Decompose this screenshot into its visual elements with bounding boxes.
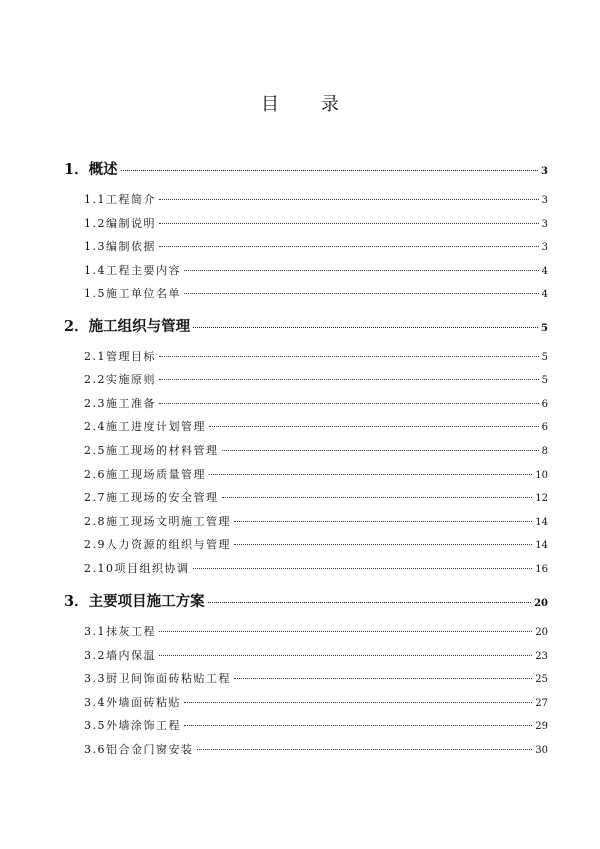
- toc-leader-dots: [193, 568, 533, 569]
- toc-section-entry: [64, 717, 548, 733]
- toc-section-entry: [64, 670, 548, 686]
- toc-section-entry: [64, 238, 548, 254]
- toc-leader-dots: [193, 327, 538, 328]
- toc-entry-page: 14: [535, 517, 548, 528]
- toc-entry-label: 2.2实施原则: [84, 373, 156, 386]
- toc-entry-page: 4: [541, 266, 548, 277]
- toc-leader-dots: [184, 293, 539, 294]
- toc-entry-page: 16: [535, 564, 548, 575]
- toc-section-entry: [64, 191, 548, 207]
- toc-entry-label: 2.3施工准备: [84, 397, 156, 410]
- toc-entry-page: 27: [535, 698, 548, 709]
- toc-leader-dots: [222, 450, 539, 451]
- toc-leader-dots: [222, 497, 533, 498]
- toc-entry-label: 2．施工组织与管理: [64, 318, 191, 335]
- toc-entry-label: 2.5施工现场的材料管理: [84, 444, 219, 457]
- toc-entry-label: 3.5外墙涂饰工程: [84, 719, 181, 732]
- toc-entry-label: 2.8施工现场文明施工管理: [84, 515, 231, 528]
- toc-entry-label: 1．概述: [64, 161, 118, 178]
- toc-entry-label: 1.2编制说明: [84, 217, 156, 230]
- toc-leader-dots: [159, 379, 539, 380]
- toc-leader-dots: [209, 474, 532, 475]
- toc-title: [0, 90, 600, 116]
- toc-leader-dots: [208, 602, 531, 603]
- toc-title-left: 目: [261, 94, 279, 115]
- toc-entry-page: 3: [541, 242, 548, 253]
- toc-title-right: 录: [321, 94, 339, 115]
- toc-leader-dots: [234, 521, 532, 522]
- toc-entry-label: 3.2墙内保温: [84, 649, 156, 662]
- toc-section-entry: [64, 418, 548, 434]
- toc-leader-dots: [184, 725, 532, 726]
- toc-entry-label: 1.3编制依据: [84, 240, 156, 253]
- toc-leader-dots: [159, 199, 539, 200]
- toc-section-entry: [64, 647, 548, 663]
- toc-entry-label: 3.4外墙面砖粘贴: [84, 696, 181, 709]
- toc-entry-label: 2.10项目组织协调: [84, 562, 190, 575]
- toc-entry-page: 29: [535, 721, 548, 732]
- toc-entry-page: 4: [541, 289, 548, 300]
- toc-entry-label: 2.6施工现场质量管理: [84, 468, 206, 481]
- toc-entry-page: 20: [535, 627, 548, 638]
- toc-entry-page: 3: [541, 195, 548, 206]
- toc-leader-dots: [159, 246, 539, 247]
- toc-entry-label: 1.4工程主要内容: [84, 264, 181, 277]
- toc-leader-dots: [159, 631, 532, 632]
- toc-entry-label: 3.6铝合金门窗安装: [84, 743, 194, 756]
- toc-entry-page: 30: [535, 745, 548, 756]
- toc-section-entry: [64, 560, 548, 576]
- toc-section-entry: [64, 371, 548, 387]
- toc-section-entry: [64, 489, 548, 505]
- toc-leader-dots: [159, 655, 532, 656]
- toc-leader-dots: [234, 544, 532, 545]
- toc-entry-page: 5: [541, 323, 548, 334]
- toc-leader-dots: [159, 223, 539, 224]
- toc-section-entry: [64, 513, 548, 529]
- toc-section-entry: [64, 536, 548, 552]
- toc-entry-label: 2.1管理目标: [84, 350, 156, 363]
- toc-entry-label: 1.1工程简介: [84, 193, 156, 206]
- toc-entry-label: 3．主要项目施工方案: [64, 593, 205, 610]
- toc-section-entry: [64, 466, 548, 482]
- toc-section-entry: [64, 215, 548, 231]
- toc-leader-dots: [121, 170, 538, 171]
- toc-section-entry: [64, 442, 548, 458]
- toc-entry-page: 25: [535, 674, 548, 685]
- toc-section-entry: [64, 623, 548, 639]
- toc-entry-page: 5: [541, 352, 548, 363]
- toc-chapter-entry: [64, 315, 548, 336]
- toc-entry-page: 10: [535, 470, 548, 481]
- toc-leader-dots: [159, 356, 539, 357]
- toc-leader-dots: [197, 749, 533, 750]
- toc-leader-dots: [184, 702, 532, 703]
- toc-section-entry: [64, 395, 548, 411]
- toc-leader-dots: [209, 426, 539, 427]
- toc-section-entry: [64, 285, 548, 301]
- toc-section-entry: [64, 741, 548, 757]
- toc-entry-page: 6: [541, 422, 548, 433]
- toc-entry-label: 2.9人力资源的组织与管理: [84, 538, 231, 551]
- toc-entry-page: 3: [541, 166, 548, 177]
- toc-entry-page: 6: [541, 399, 548, 410]
- toc-entry-page: 3: [541, 219, 548, 230]
- toc-section-entry: [64, 694, 548, 710]
- toc-leader-dots: [234, 678, 532, 679]
- toc-entry-label: 1.5施工单位名单: [84, 287, 181, 300]
- toc-entry-label: 3.3厨卫间饰面砖粘贴工程: [84, 672, 231, 685]
- toc-entry-page: 23: [535, 651, 548, 662]
- toc-entry-page: 5: [541, 375, 548, 386]
- toc-leader-dots: [184, 270, 539, 271]
- toc-entry-page: 12: [535, 493, 548, 504]
- toc-entry-label: 3.1抹灰工程: [84, 625, 156, 638]
- toc-entry-label: 2.7施工现场的安全管理: [84, 491, 219, 504]
- toc-entry-page: 20: [534, 598, 548, 609]
- toc-chapter-entry: [64, 590, 548, 611]
- toc-section-entry: [64, 348, 548, 364]
- toc-entry-label: 2.4施工进度计划管理: [84, 420, 206, 433]
- toc-section-entry: [64, 262, 548, 278]
- toc-entry-page: 8: [541, 446, 548, 457]
- toc-entry-page: 14: [535, 540, 548, 551]
- toc-chapter-entry: [64, 158, 548, 179]
- toc-leader-dots: [159, 403, 539, 404]
